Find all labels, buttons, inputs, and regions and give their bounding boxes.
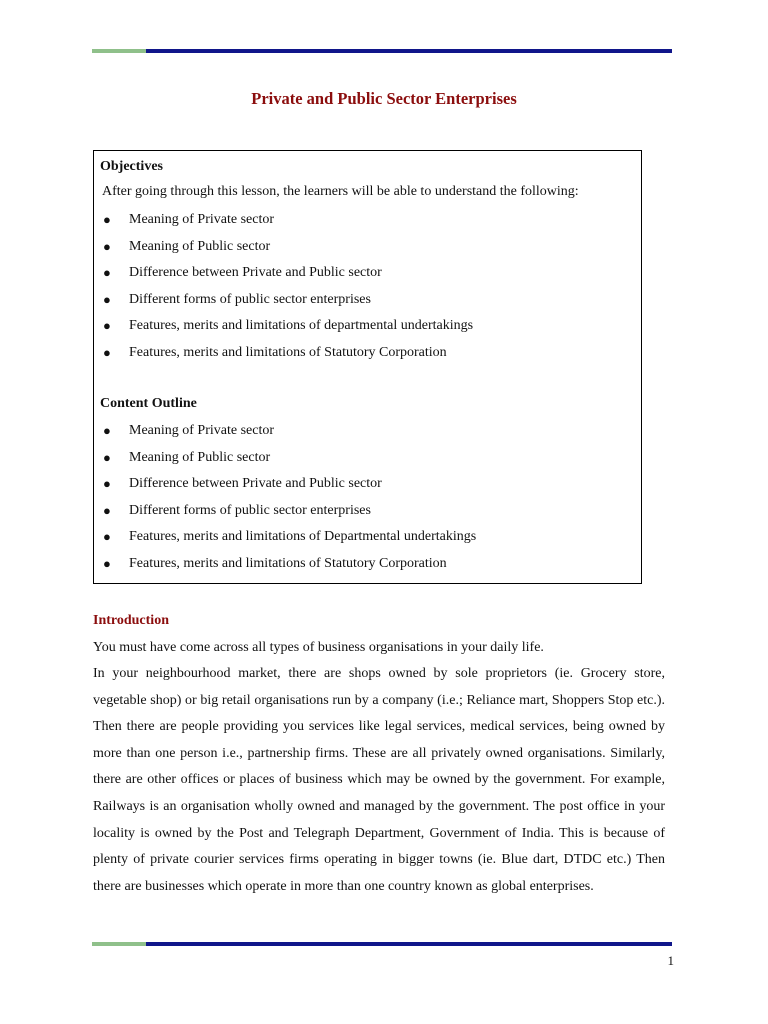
bullet-icon: ● [103, 212, 111, 227]
bullet-icon: ● [103, 502, 111, 518]
bullet-icon: ● [103, 529, 111, 545]
objectives-list [102, 212, 473, 372]
footer-rule-blue-segment [146, 942, 672, 946]
bullet-icon: ● [103, 449, 111, 465]
list-item: ● Features, merits and limitations of Departmental undertakings [103, 529, 477, 545]
bullet-icon: ● [103, 555, 111, 571]
list-item: ● Difference between Private and Public sector [103, 265, 382, 281]
list-item: ● Different forms of public sector enterprises [103, 291, 371, 307]
list-item: ● Features, merits and limitations of Statutory Corporation [103, 555, 447, 571]
introduction-paragraph-2: In your neighbourhood market, there are shops owned by sole proprietors (ie. Grocery store, vegetable shop) or big retail organisations run by a company (i.e.; Reliance mart, Shoppers Stop etc.). Then there are people providing you services like legal services, medical services, being owned by more than one person i.e., partnership firms. These are all privately owned organisations. Similarly, there are other offices or places of business which may be owned by the government. For example, Railways is an organisation wholly owned and managed by the government. The post office in your locality is owned by the Post and Telegraph Department, Government of India. This is because of plenty of private courier services firms operating in bigger towns (ie. Blue dart, DTDC etc.) Then there are businesses which operate in more than one country known as global enterprises. [93, 666, 665, 894]
introduction-heading: Introduction [93, 613, 169, 628]
bullet-icon: ● [103, 476, 111, 492]
list-item: ● Different forms of public sector enterprises [103, 502, 371, 518]
header-rule-green-segment [92, 49, 146, 53]
list-item: ● Meaning of Private sector [103, 212, 275, 227]
list-item: ● Features, merits and limitations of departmental undertakings [103, 318, 474, 334]
introduction-paragraph-1: You must have come across all types of business organisations in your daily life. [93, 640, 544, 655]
bullet-icon: ● [103, 318, 111, 334]
objectives-intro: After going through this lesson, the learners will be able to understand the following: [102, 184, 579, 199]
header-rule [92, 49, 672, 53]
list-item: ● Meaning of Private sector [103, 423, 275, 438]
page-number: 1 [667, 953, 674, 968]
footer-rule-green-segment [92, 942, 146, 946]
objectives-heading: Objectives [100, 159, 163, 174]
objectives-box [93, 150, 642, 584]
bullet-icon: ● [103, 291, 111, 307]
content-outline-list [102, 423, 476, 583]
bullet-icon: ● [103, 238, 111, 254]
list-item: ● Features, merits and limitations of Statutory Corporation [103, 344, 447, 360]
footer-rule [92, 942, 672, 946]
bullet-icon: ● [103, 344, 111, 360]
bullet-icon: ● [103, 265, 111, 281]
list-item: ● Difference between Private and Public sector [103, 476, 382, 492]
header-rule-blue-segment [146, 49, 672, 53]
list-item: ● Meaning of Public sector [103, 238, 271, 254]
bullet-icon: ● [103, 423, 111, 438]
list-item: ● Meaning of Public sector [103, 449, 271, 465]
page-title: Private and Public Sector Enterprises [251, 89, 517, 108]
content-outline-heading: Content Outline [100, 396, 197, 411]
